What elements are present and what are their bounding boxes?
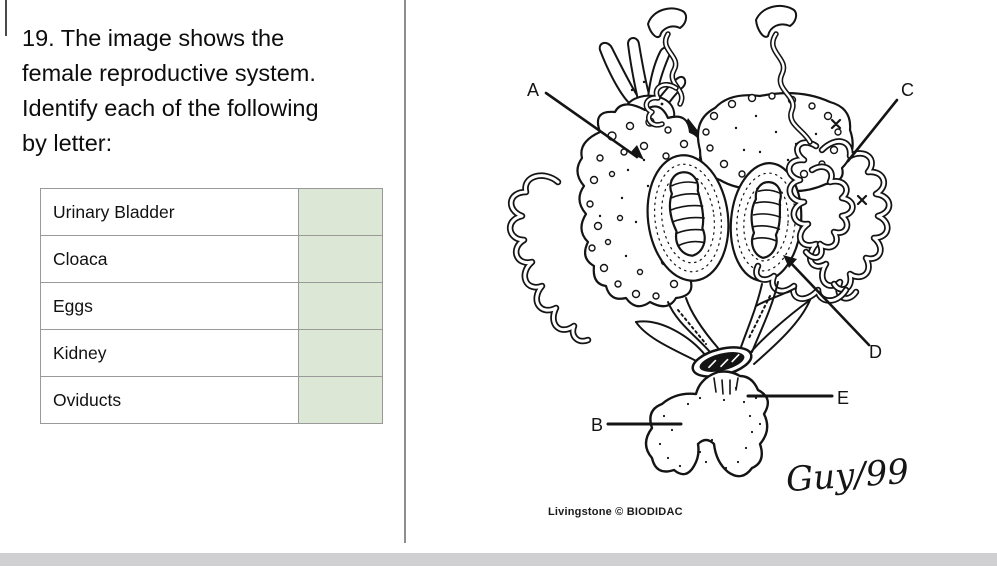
question-line: by letter: bbox=[22, 130, 113, 156]
label-line-c bbox=[848, 100, 897, 161]
label-a: A bbox=[527, 80, 540, 100]
table-row bbox=[41, 236, 383, 283]
table-row bbox=[41, 283, 383, 330]
page-edge-mark bbox=[5, 0, 7, 36]
question-line: female reproductive system. bbox=[22, 60, 316, 86]
label-d: D bbox=[869, 342, 882, 362]
organ-label-cell: Urinary Bladder bbox=[41, 189, 299, 236]
identification-table bbox=[40, 188, 383, 424]
table-row bbox=[41, 377, 383, 424]
label-line-d bbox=[788, 260, 869, 345]
answer-cell[interactable] bbox=[299, 330, 383, 377]
organ-label-cell: Eggs bbox=[41, 283, 299, 330]
label-b: B bbox=[591, 415, 604, 435]
table-row bbox=[41, 189, 383, 236]
table-row bbox=[41, 330, 383, 377]
answer-cell[interactable] bbox=[299, 236, 383, 283]
question-text bbox=[22, 21, 392, 161]
oviduct-left-coil bbox=[510, 176, 588, 341]
bottom-bar bbox=[0, 553, 997, 566]
organ-label-cell: Oviducts bbox=[41, 377, 299, 424]
organ-label-cell: Cloaca bbox=[41, 236, 299, 283]
answer-cell[interactable] bbox=[299, 377, 383, 424]
credit-text: Livingstone © BIODIDAC bbox=[548, 506, 683, 518]
organ-label-cell: Kidney bbox=[41, 330, 299, 377]
signature-text: Guy/99 bbox=[784, 451, 911, 501]
label-e: E bbox=[837, 388, 850, 408]
question-line: 19. The image shows the bbox=[22, 25, 285, 51]
label-c: C bbox=[901, 80, 914, 100]
answer-cell[interactable] bbox=[299, 189, 383, 236]
question-line: Identify each of the following bbox=[22, 95, 319, 121]
answer-cell[interactable] bbox=[299, 283, 383, 330]
